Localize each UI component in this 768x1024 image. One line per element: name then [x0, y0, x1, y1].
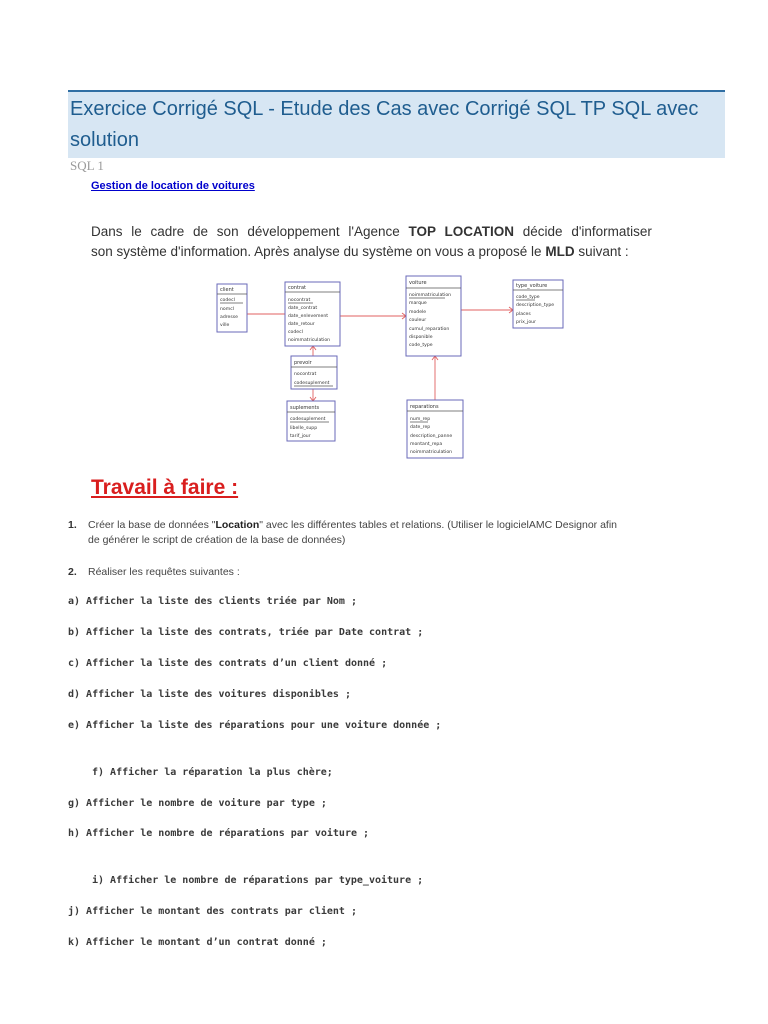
work-title: Travail à faire : — [91, 476, 239, 499]
query-b: b) Afficher la liste des contrats, triée par Date contrat ; — [68, 627, 424, 638]
query-h: h) Afficher le nombre de réparations par voiture ; — [68, 828, 370, 839]
entity-attr: code_type — [516, 295, 540, 300]
entity-title: voiture — [409, 280, 427, 286]
entity-attr: date_retour — [288, 322, 315, 327]
intro-line-2 — [91, 242, 671, 262]
entity-attr: tarif_jour — [290, 434, 311, 439]
entity-voiture — [406, 276, 461, 356]
intro-text: Dans le cadre de son développement l'Agence — [91, 224, 409, 239]
entity-attr: codesuplement — [290, 417, 326, 422]
query-a: a) Afficher la liste des clients triée par Nom ; — [68, 596, 357, 607]
entity-reparations — [407, 400, 463, 458]
entity-prevoir — [291, 356, 337, 389]
task-1 — [68, 518, 708, 548]
task-text-continued: de générer le script de création de la base de données) — [88, 534, 346, 546]
entity-attr: montant_repa — [410, 442, 443, 447]
query-f: f) Afficher la réparation la plus chère; — [92, 767, 333, 778]
query-c: c) Afficher la liste des contrats d’un client donné ; — [68, 658, 388, 669]
entity-attr: nocontrat — [294, 372, 317, 377]
entity-title: reparations — [410, 404, 439, 410]
entity-attr: date_enlevement — [288, 314, 329, 319]
entity-attr: couleur — [409, 318, 427, 323]
entity-attr: description_panne — [410, 434, 453, 439]
entity-title: client — [220, 287, 234, 293]
entity-attr: noimmatriculation — [409, 293, 452, 298]
mld-term: MLD — [545, 244, 575, 259]
query-e: e) Afficher la liste des réparations pour une voiture donnée ; — [68, 720, 442, 731]
entity-attr: description_type — [516, 303, 555, 308]
entity-attr: nocontrat — [288, 298, 311, 303]
intro-paragraph — [91, 222, 671, 262]
entity-title: contrat — [288, 285, 307, 291]
section-link[interactable]: Gestion de location de voitures — [91, 180, 255, 192]
intro-line-1 — [91, 222, 671, 242]
task-text: Créer la base de données " — [88, 519, 216, 531]
query-g: g) Afficher le nombre de voiture par type ; — [68, 798, 327, 809]
entity-attr: codecl — [220, 298, 235, 303]
entity-attr: modele — [409, 310, 427, 315]
entity-attr: cumul_reparation — [409, 327, 450, 332]
entity-attr: libelle_supp — [290, 426, 318, 431]
query-d: d) Afficher la liste des voitures disponibles ; — [68, 689, 351, 700]
entity-title: suplements — [290, 405, 320, 411]
entity-suplements — [287, 401, 335, 441]
entity-attr: places — [516, 312, 531, 317]
task-text: Réaliser les requêtes suivantes : — [88, 566, 240, 578]
entity-attr: code_type — [409, 343, 433, 348]
relation-arrows — [221, 307, 513, 401]
entity-attr: nomcl — [220, 307, 234, 312]
category-label: SQL 1 — [70, 158, 104, 173]
intro-text: décide d'informatiser — [514, 224, 652, 239]
entity-contrat — [285, 282, 340, 346]
entity-type-voiture — [513, 280, 563, 328]
entity-attr: noimmatriculation — [410, 450, 453, 455]
query-j: j) Afficher le montant des contrats par client ; — [68, 906, 357, 917]
entity-attr: date_contrat — [288, 306, 318, 311]
mld-diagram — [213, 274, 573, 466]
db-name: Location — [215, 519, 260, 531]
entity-attr: prix_jour — [516, 320, 536, 325]
entity-attr: codecl — [288, 330, 303, 335]
entity-attr: disponible — [409, 335, 433, 340]
entity-attr: codesuplement — [294, 381, 330, 386]
entity-attr: marque — [409, 301, 427, 306]
page-title: Exercice Corrigé SQL - Etude des Cas avec Corrigé SQL TP SQL avec solution — [70, 98, 699, 151]
entity-attr: noimmatriculation — [288, 338, 331, 343]
task-text: " avec les différentes tables et relations. (Utiliser le logicielAMC Designor afin — [259, 519, 618, 531]
entity-attr: adresse — [220, 315, 238, 320]
entity-title: prevoir — [294, 360, 312, 366]
entity-title: type_voiture — [516, 283, 548, 289]
entity-client — [217, 284, 247, 332]
agency-name: TOP LOCATION — [408, 224, 515, 239]
entity-attr: date_rep — [410, 425, 431, 430]
query-k: k) Afficher le montant d’un contrat donné ; — [68, 937, 327, 948]
query-i: i) Afficher le nombre de réparations par type_voiture ; — [92, 875, 424, 886]
intro-text: suivant : — [574, 244, 629, 259]
entity-attr: num_rep — [410, 417, 431, 422]
intro-text: son système d'information. Après analyse du système on vous a proposé le — [91, 244, 546, 259]
task-number: 1. — [68, 519, 77, 531]
task-2 — [68, 565, 240, 580]
task-number: 2. — [68, 566, 77, 578]
entity-attr: ville — [220, 323, 230, 328]
